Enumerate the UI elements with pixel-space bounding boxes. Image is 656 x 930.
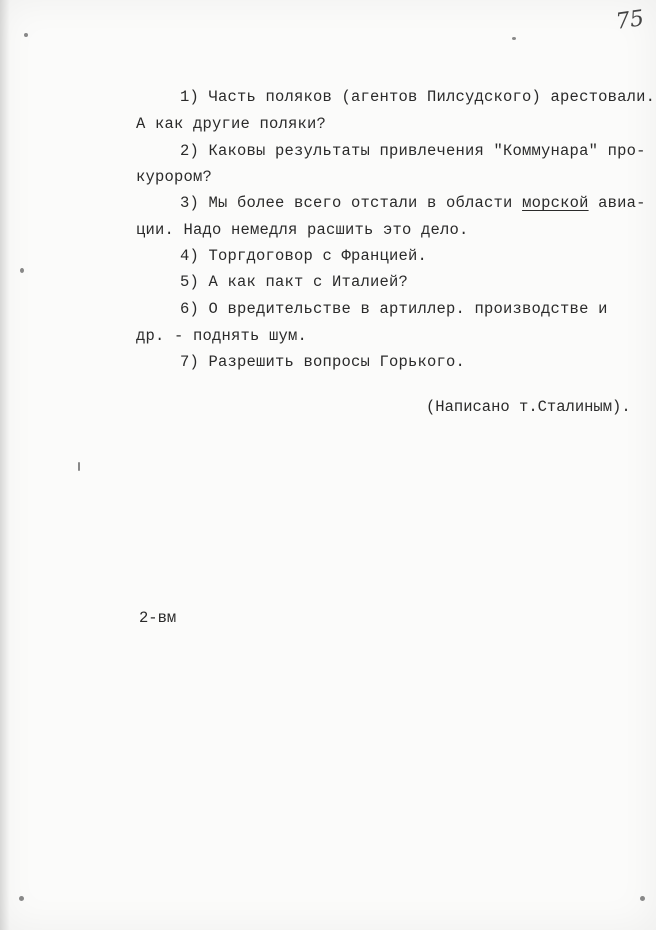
item-5: 5) А как пакт с Италией?	[180, 273, 409, 291]
item-1-line-2: А как другие поляки?	[136, 115, 327, 133]
item-2-line-1: 2) Каковы результаты привлечения "Коммунара" про-	[180, 142, 646, 160]
item-4: 4) Торгдоговор с Францией.	[180, 247, 428, 265]
scan-speck	[512, 37, 516, 40]
scan-speck	[19, 896, 24, 901]
scan-speck	[24, 33, 28, 37]
scan-speck	[20, 268, 24, 273]
page-number: 75	[614, 6, 646, 35]
scan-speck	[640, 896, 645, 901]
item-3-text-end: авиа-	[588, 194, 646, 212]
item-6-line-1: 6) О вредительстве в артиллер. производстве и	[180, 300, 608, 318]
document-code: 2-вм	[139, 609, 177, 627]
item-3-line-2: ции. Надо немедля расшить это дело.	[136, 221, 469, 239]
scan-edge-shadow	[0, 0, 10, 930]
item-3-text-start: 3) Мы более всего отстали в области	[180, 194, 523, 212]
scan-speck	[78, 462, 80, 471]
item-2-line-2: курором?	[136, 168, 213, 186]
item-1-line-1: 1) Часть поляков (агентов Пилсудского) арестовали.	[180, 88, 656, 106]
item-6-line-2: др. - поднять шум.	[136, 327, 308, 345]
item-3-line-1	[180, 194, 646, 212]
signature-note: (Написано т.Сталиным).	[426, 398, 631, 416]
underlined-word: морской	[522, 194, 589, 212]
item-7: 7) Разрешить вопросы Горького.	[180, 353, 466, 371]
